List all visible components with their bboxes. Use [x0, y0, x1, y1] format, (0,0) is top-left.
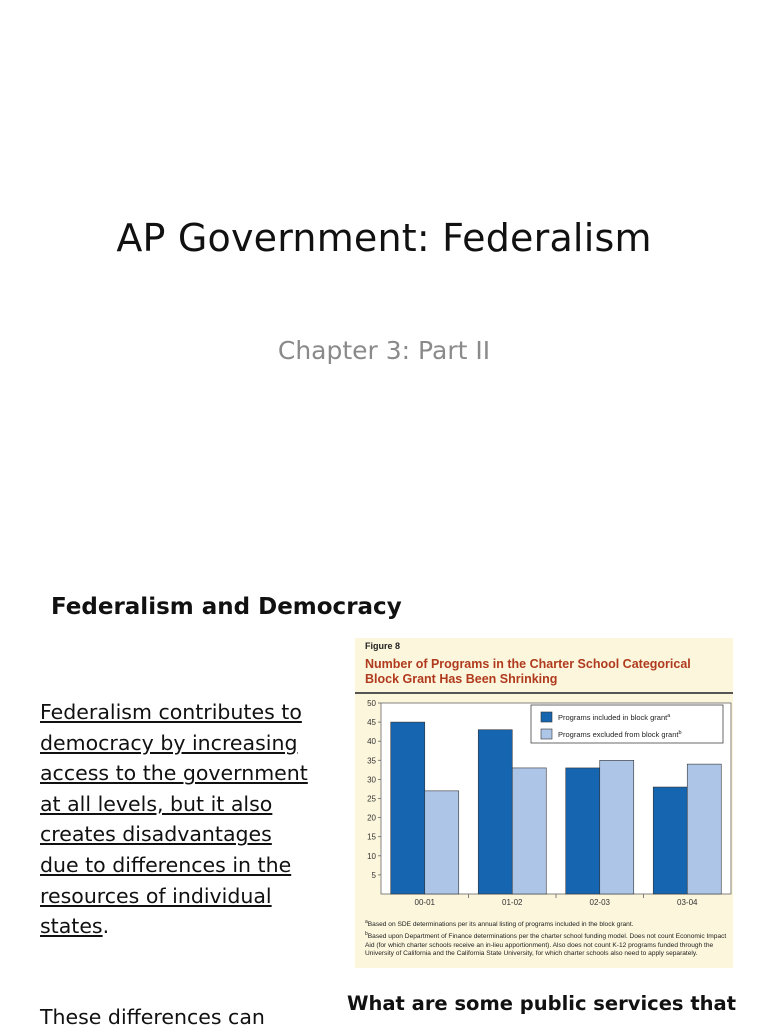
- chart-footnotes: [365, 918, 727, 959]
- y-tick-label: 25: [367, 794, 376, 804]
- bar: [425, 791, 459, 894]
- title-divider: [355, 692, 733, 694]
- slide-title: AP Government: Federalism: [116, 216, 652, 260]
- section-heading: Federalism and Democracy: [51, 594, 402, 620]
- y-tick-label: 15: [367, 832, 376, 842]
- slide-subtitle: Chapter 3: Part II: [277, 336, 491, 365]
- paragraph-period: .: [102, 914, 110, 939]
- y-tick-label: 40: [367, 737, 376, 747]
- y-tick-label: 5: [371, 870, 376, 880]
- y-tick-label: 35: [367, 756, 376, 766]
- y-tick-label: 30: [367, 775, 376, 785]
- y-tick-label: 50: [367, 699, 376, 708]
- underlined-text: Federalism contributes to democracy by increasing access to the government at all levels, but it also creates disadvantages due to differences in the resources of individual states: [40, 700, 308, 939]
- footnote-a: $^a$Based on SDE determinations per its annual listing of programs included in the block grant.: [365, 919, 634, 929]
- y-tick-label: 10: [367, 851, 376, 861]
- x-tick-label: 01-02: [502, 898, 523, 907]
- question-text: What are some public services that: [347, 992, 737, 1015]
- bar: [653, 787, 687, 894]
- chart-figure: [355, 638, 733, 968]
- footnote-b: $^b$Based upon Department of Finance determinations per the charter school funding model. Does not count Economic Impact Aid (for which charter schools receive an in-lieu apportionment). Also does not count K-12 programs funded through the University of California and the California State University, for which charter schools also need to apply separately.: [365, 930, 727, 958]
- bar: [566, 768, 600, 894]
- bar: [478, 730, 512, 894]
- legend-label: Programs included in block grant$^a$: [558, 713, 671, 722]
- legend-label: Programs excluded from block grant$^b$: [558, 730, 682, 739]
- legend-swatch: [541, 712, 552, 722]
- bar: [512, 768, 546, 894]
- y-tick-label: 45: [367, 718, 376, 728]
- x-tick-label: 03-04: [677, 898, 698, 907]
- y-tick-label: 20: [367, 813, 376, 823]
- body-paragraph-2: These differences can: [40, 1005, 265, 1029]
- legend-swatch: [541, 729, 552, 739]
- bar: [600, 760, 634, 894]
- bar: [391, 722, 425, 894]
- x-tick-label: 02-03: [589, 898, 610, 907]
- body-paragraph: [40, 697, 315, 942]
- bar: [687, 764, 721, 894]
- figure-label: Figure 8: [365, 641, 401, 651]
- bar-chart: [355, 696, 733, 918]
- chart-title: Number of Programs in the Charter School Categorical Block Grant Has Been Shrinking: [365, 657, 691, 686]
- x-tick-label: 00-01: [414, 898, 435, 907]
